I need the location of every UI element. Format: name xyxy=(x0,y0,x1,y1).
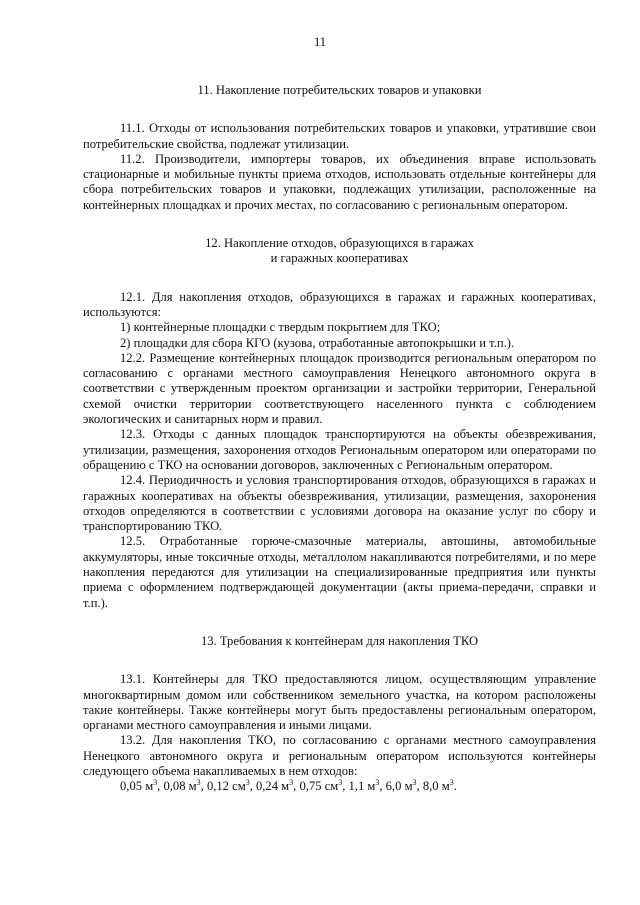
volume-3-unit-exp: 3 xyxy=(245,778,250,788)
separator: , xyxy=(293,779,300,794)
separator: , xyxy=(342,779,349,794)
separator: , xyxy=(249,779,256,794)
container-volume-list xyxy=(83,779,596,794)
volume-6: 1,1 м xyxy=(348,779,376,794)
separator: , xyxy=(379,779,386,794)
paragraph-12-4: 12.4. Периодичность и условия транспортирования отходов, образующихся в гаражах и гаражных кооперативах на объекты обезвреживания, утилизации, размещения, захоронения отходов определяются в соответствии с условиями договора на оказание услуг по сбору и транспортированию ТКО. xyxy=(83,473,596,534)
section-13-title: 13. Требования к контейнерам для накопления ТКО xyxy=(200,633,479,648)
volume-5: 0,75 см xyxy=(299,779,339,794)
separator: , xyxy=(416,779,423,794)
volume-8-unit-exp: 3 xyxy=(449,778,454,788)
section-12-title-line-1: 12. Накопление отходов, образующихся в гаражах xyxy=(205,236,474,251)
separator: , xyxy=(157,779,164,794)
paragraph-12-5: 12.5. Отработанные горюче-смазочные материалы, автошины, автомобильные аккумуляторы, иные токсичные отходы, металлолом накапливаются потребителями, и по мере накопления передаются для утилизации на специализированные предприятия или пункты приема с оформлением подтверждающей документации (акты приема-передачи, справки и т.п.). xyxy=(83,534,596,610)
paragraph-12-3: 12.3. Отходы с данных площадок транспортируются на объекты обезвреживания, утилизации, размещения, захоронения отходов Региональным оператором или операторами по обращению с ТКО на основании договоров, заключенных с Региональным оператором. xyxy=(83,427,596,472)
document-body xyxy=(83,83,596,795)
section-11-title: 11. Накопление потребительских товаров и упаковки xyxy=(197,83,482,97)
section-12-title xyxy=(83,236,596,267)
page-number: 11 xyxy=(313,35,327,49)
paragraph-13-1: 13.1. Контейнеры для ТКО предоставляются лицом, осуществляющим управление многоквартирным домом или собственником земельного участка, на котором расположены такие контейнеры. Также контейнеры могут быть предоставлены региональным оператором, органами местного самоуправления и иными лицами. xyxy=(83,672,596,733)
volume-5-unit-exp: 3 xyxy=(338,778,343,788)
volume-8: 8,0 м xyxy=(422,779,450,794)
paragraph-12-2: 12.2. Размещение контейнерных площадок производится региональным оператором по согласованию с органами местного самоуправления Ненецкого автономного округа в соответствии с утвержденным проектом организации и застройки территории, Генеральной схемой очистки территории соответствующего населенного пункта с соблюдением экологических и санитарных норм и правил. xyxy=(83,350,596,427)
volume-3: 0,12 см xyxy=(206,779,246,794)
volume-7-unit-exp: 3 xyxy=(412,778,417,788)
volume-7: 6,0 м xyxy=(385,779,413,794)
volume-2: 0,08 м xyxy=(163,779,197,794)
separator: , xyxy=(200,779,207,794)
list-item-12-1-1: 1) контейнерные площадки с твердым покрытием для ТКО; xyxy=(120,320,441,335)
volume-6-unit-exp: 3 xyxy=(375,778,380,788)
paragraph-11-2: 11.2. Производители, импортеры товаров, их объединения вправе использовать стационарные и мобильные пункты приема отходов, использовать отдельные контейнеры для сбора потребительских товаров и упаковки, подлежащих утилизации, расположенные на контейнерных площадках и прочих местах, по согласованию с региональным оператором. xyxy=(83,151,596,212)
volume-1: 0,05 м xyxy=(120,779,154,794)
paragraph-13-2: 13.2. Для накопления ТКО, по согласованию с органами местного самоуправления Ненецкого автономного округа и региональным оператором используются контейнеры следующего объема накапливаемых в нем отходов: xyxy=(83,733,596,778)
paragraph-11-1: 11.1. Отходы от использования потребительских товаров и упаковки, утратившие свои потребительские свойства, подлежат утилизации. xyxy=(83,121,596,151)
section-12-title-line-2: и гаражных кооперативах xyxy=(270,251,409,266)
list-end: . xyxy=(453,779,457,794)
volume-4-unit-exp: 3 xyxy=(289,778,294,788)
volume-4: 0,24 м xyxy=(255,779,290,794)
volume-1-unit-exp: 3 xyxy=(153,778,158,788)
paragraph-12-1: 12.1. Для накопления отходов, образующихся в гаражах и гаражных кооперативах, используются: xyxy=(83,289,596,319)
volume-2-unit-exp: 3 xyxy=(196,778,201,788)
list-item-12-1-2: 2) площадки для сбора КГО (кузова, отработанные автопокрышки и т.п.). xyxy=(120,335,515,350)
